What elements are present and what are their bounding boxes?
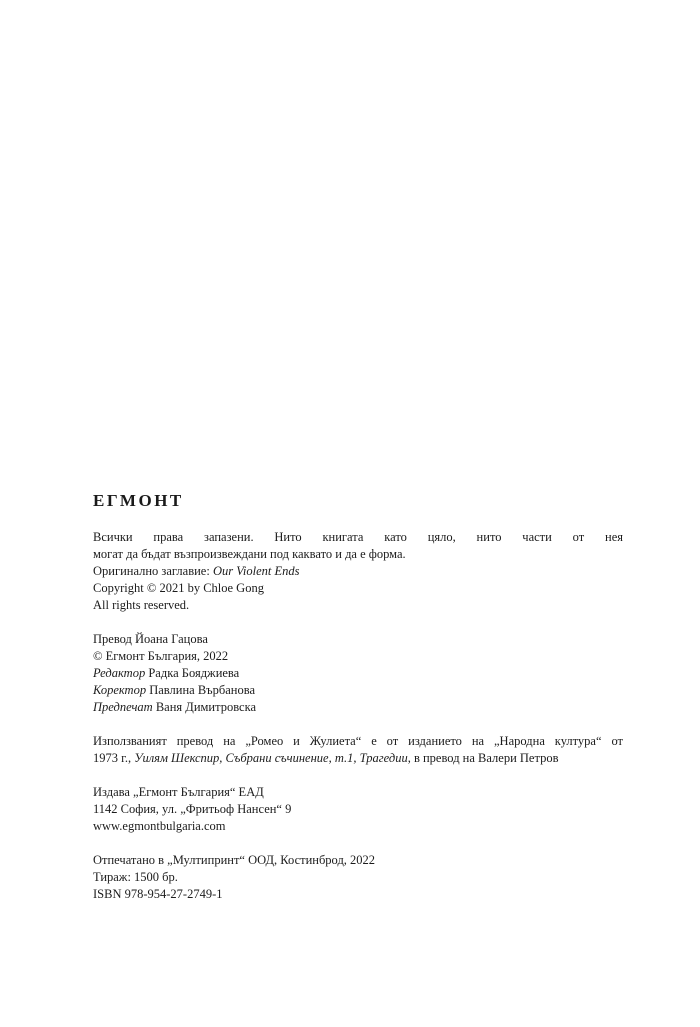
note-line-2 [93, 750, 623, 767]
note-line-1: Използваният превод на „Ромео и Жулиета“ е от изданието на „Народна култура“ от [93, 734, 623, 748]
print-run: Тираж: 1500 бр. [93, 870, 178, 884]
proofreader-credit [93, 682, 623, 699]
note-line-2-italic: Уилям Шекспир, Събрани съчинение, т.1, Трагедии [134, 751, 408, 765]
publisher-website: www.egmontbulgaria.com [93, 819, 226, 833]
publisher-line-1: Издава „Егмонт България“ ЕАД [93, 785, 264, 799]
credits-block [93, 631, 623, 716]
proofreader-name: Павлина Върбанова [146, 683, 256, 697]
prepress-credit [93, 699, 623, 716]
imprint-block [93, 491, 623, 920]
note-line-2-prefix: 1973 г., [93, 751, 135, 765]
publisher-address: 1142 София, ул. „Фритьоф Нансен“ 9 [93, 802, 292, 816]
isbn: ISBN 978-954-27-2749-1 [93, 887, 223, 901]
printing-block [93, 852, 623, 903]
copyright-line: Copyright © 2021 by Chloe Gong [93, 581, 264, 595]
original-title-label: Оригинално заглавие: [93, 564, 213, 578]
bg-copyright: © Егмонт България, 2022 [93, 649, 229, 663]
editor-name: Радка Бояджиева [145, 666, 240, 680]
editor-label: Редактор [93, 666, 146, 680]
all-rights-line: All rights reserved. [93, 598, 190, 612]
publisher-logo: ЕГМОНТ [93, 491, 184, 510]
printer-line: Отпечатано в „Мултипринт“ ООД, Костинброд, 2022 [93, 853, 376, 867]
translation-credit: Превод Йоана Гацова [93, 632, 208, 646]
prepress-name: Ваня Димитровска [152, 700, 257, 714]
rights-block [93, 529, 623, 614]
original-title-line [93, 563, 623, 580]
rights-line-2: могат да бъдат възпроизвеждани под каквато и да е форма. [93, 547, 406, 561]
proofreader-label: Коректор [93, 683, 147, 697]
original-title: Our Violent Ends [212, 564, 300, 578]
note-line-2-suffix: , в превод на Валери Петров [407, 751, 559, 765]
translation-note-block [93, 733, 623, 767]
rights-line-1: Всички права запазени. Нито книгата като цяло, нито части от нея [93, 530, 623, 544]
editor-credit [93, 665, 623, 682]
publisher-block [93, 784, 623, 835]
prepress-label: Предпечат [93, 700, 153, 714]
